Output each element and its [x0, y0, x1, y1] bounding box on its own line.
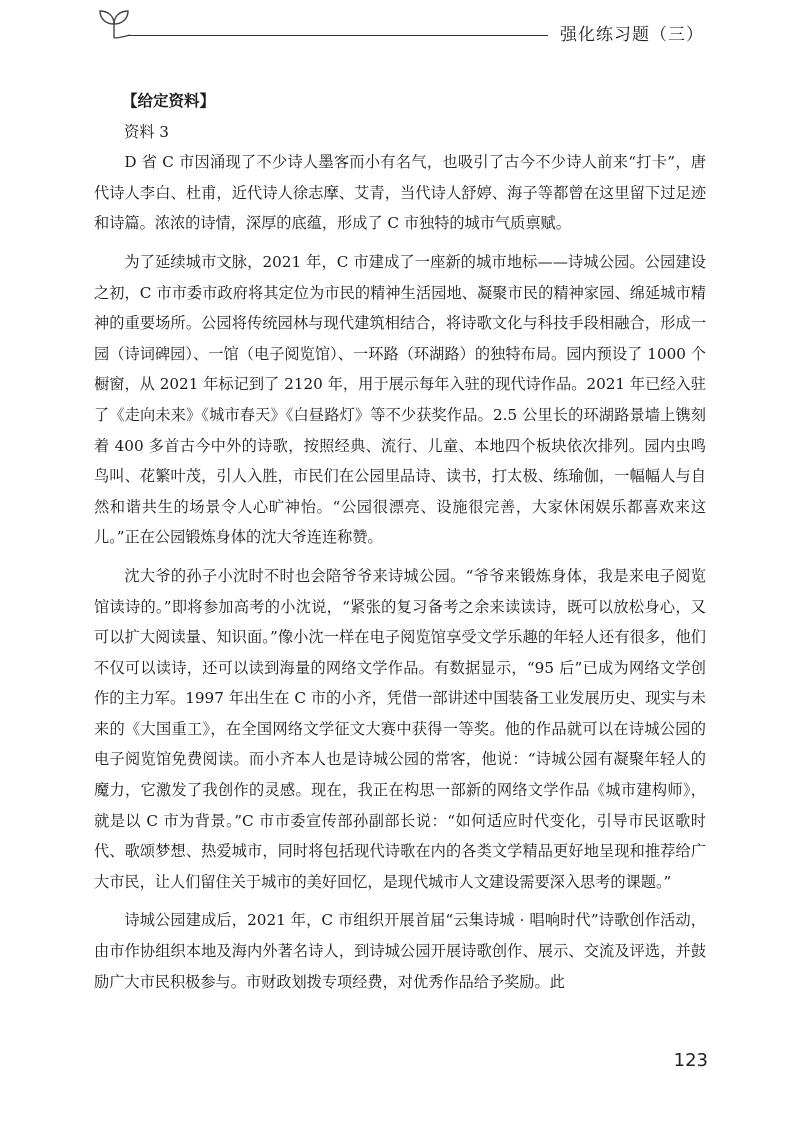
body-paragraph-2: 为了延续城市文脉，2021 年，C 市建成了一座新的城市地标——诗城公园。公园建设之初，C 市市委市政府将其定位为市民的精神生活园地、凝聚市民的精神家园、绵延城市精神的重要场所。公园将传统园林与现代建筑相结合，将诗歌文化与科技手段相融合，形成一园（诗词碑园）、一馆（电子阅览馆）、一环路（环湖路）的独特布局。园内预设了 1000 个橱窗，从 2021 年标记到了 2120 年，用于展示每年入驻的现代诗作品。2021 年已经入驻了《走向未来》《城市春天》《白昼路灯》等不少获奖作品。2.5 公里长的环湖路景墙上镌刻着 400 多首古今中外的诗歌，按照经典、流行、儿童、本地四个板块依次排列。园内虫鸣鸟叫、花繁叶茂，引人入胜，市民们在公园里品诗、读书，打太极、练瑜伽，一幅幅人与自然和谐共生的场景令人心旷神怡。“公园很漂亮、设施很完善，大家休闲娱乐都喜欢来这儿。”正在公园锻炼身体的沈大爷连连称赞。 [94, 252, 706, 547]
sprout-leaf-icon [96, 8, 132, 42]
material-label: 资料 3 [124, 122, 169, 141]
running-header-title: 强化练习题（三） [560, 25, 704, 45]
body-paragraph-3: 沈大爷的孙子小沈时不时也会陪爷爷来诗城公园。“爷爷来锻炼身体，我是来电子阅览馆读诗的。”即将参加高考的小沈说，“紧张的复习备考之余来读读诗，既可以放松身心，又可以扩大阅读量、知识面。”像小沈一样在电子阅览馆享受文学乐趣的年轻人还有很多，他们不仅可以读诗，还可以读到海量的网络文学作品。有数据显示，“95 后”已成为网络文学创作的主力军。1997 年出生在 C 市的小齐，凭借一部讲述中国装备工业发展历史、现实与未来的《大国重工》，在全国网络文学征文大赛中获得一等奖。他的作品就可以在诗城公园的电子阅览馆免费阅读。而小齐本人也是诗城公园的常客，他说：“诗城公园有凝聚年轻人的魔力，它激发了我创作的灵感。现在，我正在构思一部新的网络文学作品《城市建构师》，就是以 C 市为背景。”C 市市委宣传部孙副部长说：“如何适应时代变化，引导市民讴歌时代、歌颂梦想、热爱城市，同时将包括现代诗歌在内的各类文学精品更好地呈现和推荐给广大市民，让人们留住关于城市的美好回忆，是现代城市人文建设需要深入思考的课题。” [94, 566, 706, 891]
page-number: 123 [673, 1050, 708, 1071]
page-header [0, 0, 800, 60]
header-rule [128, 35, 548, 36]
section-heading: 【给定资料】 [122, 92, 216, 110]
body-paragraph-4: 诗城公园建成后，2021 年，C 市组织开展首届“云集诗城 · 唱响时代”诗歌创作活动，由市作协组织本地及海内外著名诗人，到诗城公园开展诗歌创作、展示、交流及评选，并鼓励广大市民积极参与。市财政划拨专项经费，对优秀作品给予奖励。此 [94, 911, 706, 991]
body-paragraph-1: D 省 C 市因涌现了不少诗人墨客而小有名气，也吸引了古今不少诗人前来“打卡”，唐代诗人李白、杜甫，近代诗人徐志摩、艾青，当代诗人舒婷、海子等都曾在这里留下过足迹和诗篇。浓浓的诗情，深厚的底蕴，形成了 C 市独特的城市气质禀赋。 [94, 153, 706, 233]
page-body [94, 86, 706, 997]
